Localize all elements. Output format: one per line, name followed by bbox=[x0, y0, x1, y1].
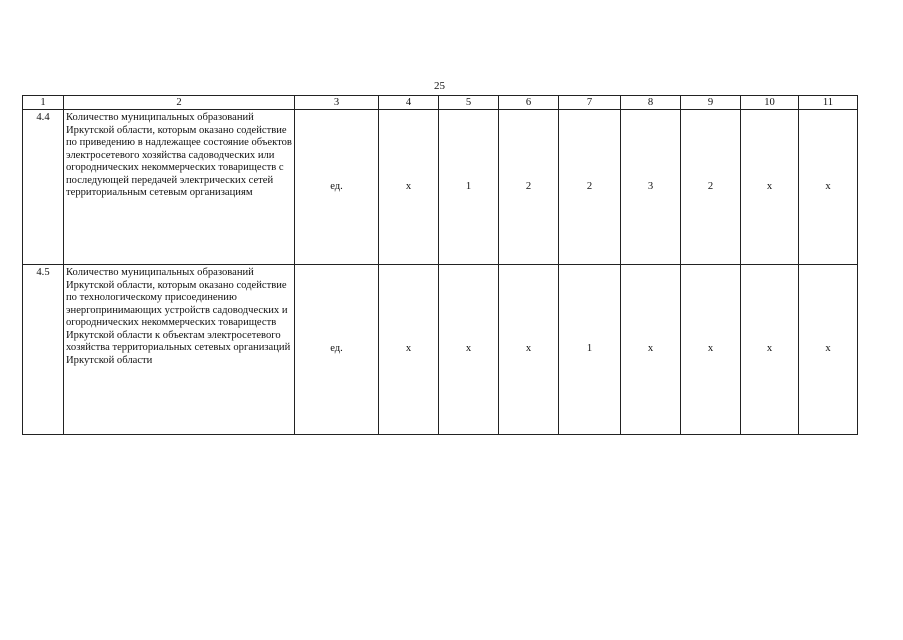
row-value: x bbox=[439, 265, 499, 435]
row-description: Количество муниципальных образований Иркутской области, которым оказано содействие по приведению в надлежащее состояние объектов электросетевого хозяйства садоводческих или огороднических некоммерческих товариществ с последующей передачей электрических сетей территориальным сетевым организациям bbox=[64, 110, 295, 265]
row-value: x bbox=[499, 265, 559, 435]
row-value: x bbox=[379, 110, 439, 265]
row-number: 4.4 bbox=[23, 110, 64, 265]
row-value: 3 bbox=[621, 110, 681, 265]
column-header: 8 bbox=[621, 96, 681, 110]
column-header: 7 bbox=[559, 96, 621, 110]
column-header: 4 bbox=[379, 96, 439, 110]
row-unit: ед. bbox=[295, 110, 379, 265]
table-row bbox=[23, 265, 858, 435]
row-description: Количество муниципальных образований Иркутской области, которым оказано содействие по технологическому присоединению энергопринимающих устройств садоводческих и огороднических некоммерческих товариществ Иркутской области к объектам электросетевого хозяйства территориальных сетевых организаций Иркутской области bbox=[64, 265, 295, 435]
row-value: 1 bbox=[559, 265, 621, 435]
row-value: x bbox=[379, 265, 439, 435]
column-header: 3 bbox=[295, 96, 379, 110]
column-header: 5 bbox=[439, 96, 499, 110]
column-header: 2 bbox=[64, 96, 295, 110]
row-value: x bbox=[799, 110, 858, 265]
row-value: x bbox=[741, 110, 799, 265]
row-value: x bbox=[741, 265, 799, 435]
column-header: 1 bbox=[23, 96, 64, 110]
column-header: 11 bbox=[799, 96, 858, 110]
row-value: 2 bbox=[499, 110, 559, 265]
indicators-table bbox=[22, 95, 858, 435]
column-header: 10 bbox=[741, 96, 799, 110]
table-header-row bbox=[23, 96, 858, 110]
page-number: 25 bbox=[434, 80, 445, 92]
row-value: 2 bbox=[559, 110, 621, 265]
row-number: 4.5 bbox=[23, 265, 64, 435]
row-value: 1 bbox=[439, 110, 499, 265]
row-value: x bbox=[621, 265, 681, 435]
row-value: x bbox=[799, 265, 858, 435]
column-header: 9 bbox=[681, 96, 741, 110]
table-row bbox=[23, 110, 858, 265]
column-header: 6 bbox=[499, 96, 559, 110]
row-value: 2 bbox=[681, 110, 741, 265]
row-value: x bbox=[681, 265, 741, 435]
row-unit: ед. bbox=[295, 265, 379, 435]
